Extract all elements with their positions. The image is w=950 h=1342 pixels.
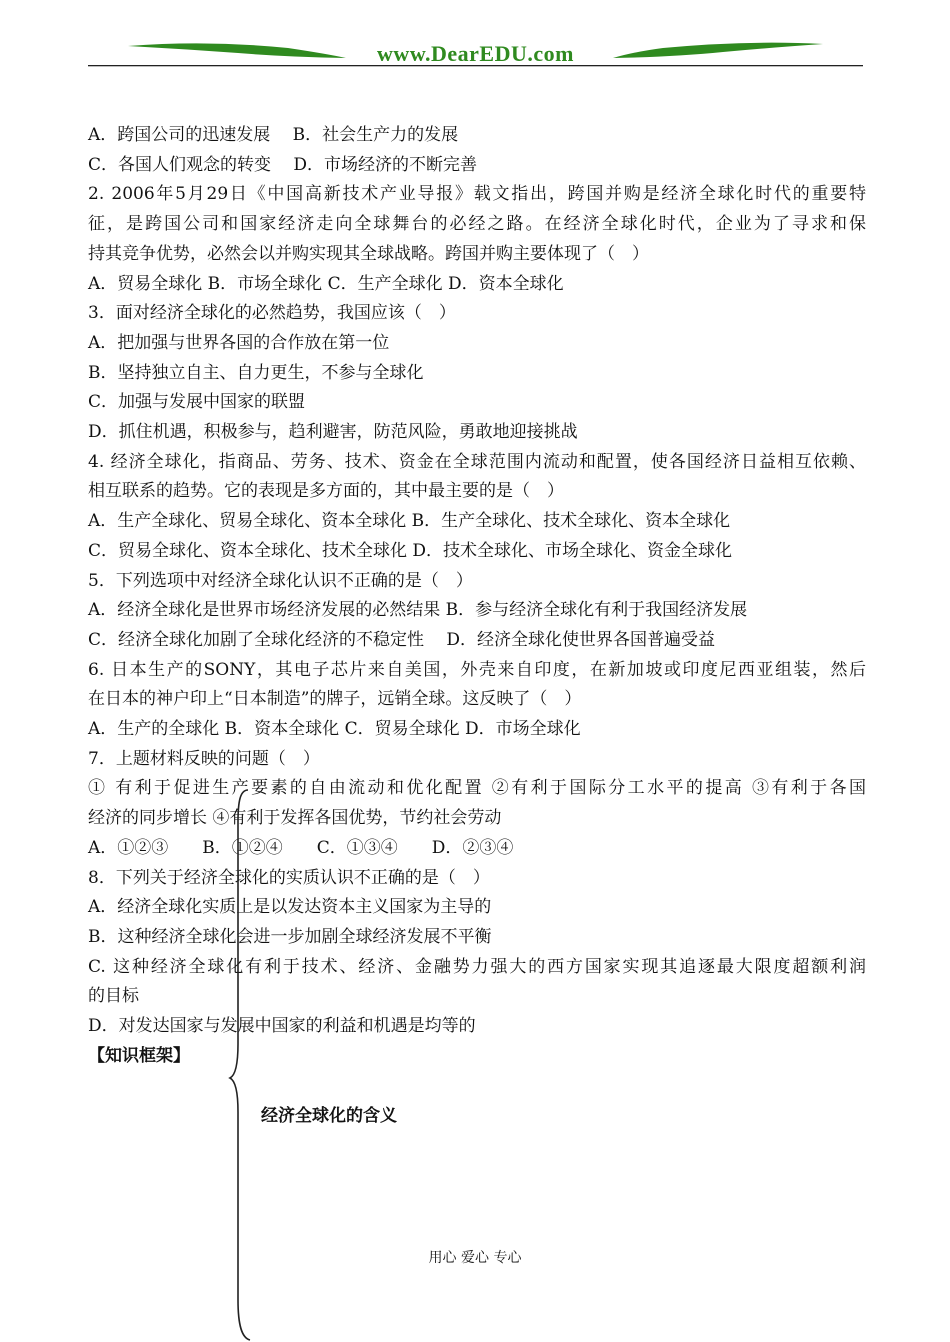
text-line: C．加强与发展中国家的联盟 <box>88 392 306 413</box>
text-line: 征，是跨国公司和国家经济走向全球舞台的必经之路。在经济全球化时代，企业为了寻求和保 <box>88 214 866 235</box>
text-line: 5．下列选项中对经济全球化认识不正确的是（ ） <box>88 570 473 591</box>
text-line: B．坚持独立自主、自力更生，不参与全球化 <box>88 362 424 383</box>
text-line: A．贸易全球化 B．市场全球化 C．生产全球化 D．资本全球化 <box>88 273 564 294</box>
text-line: 相互联系的趋势。它的表现是多方面的，其中最主要的是（ ） <box>88 481 564 502</box>
text-line: 2. 2006年5月29日《中国高新技术产业导报》载文指出，跨国并购是经济全球化时代的重要特 <box>88 184 866 205</box>
text-line: 的目标 <box>88 986 139 1007</box>
text-line: A．生产的全球化 B．资本全球化 C．贸易全球化 D．市场全球化 <box>88 719 581 740</box>
header-banner <box>88 36 863 70</box>
text-line: A．跨国公司的迅速发展 B．社会生产力的发展 <box>88 125 459 145</box>
text-line: A．把加强与世界各国的合作放在第一位 <box>88 332 390 353</box>
document-body <box>88 121 866 1072</box>
text-line: 7．上题材料反映的问题（ ） <box>88 748 320 769</box>
text-line: 3．面对经济全球化的必然趋势，我国应该（ ） <box>88 303 456 324</box>
text-line: C．各国人们观念的转变 D．市场经济的不断完善 <box>88 154 478 175</box>
text-line: A．生产全球化、贸易全球化、资本全球化 B．生产全球化、技术全球化、资本全球化 <box>88 511 731 532</box>
text-line: 持其竞争优势，必然会以并购实现其全球战略。跨国并购主要体现了（ ） <box>88 243 649 264</box>
text-line: 经济的同步增长 ④有利于发挥各国优势，节约社会劳动 <box>88 808 502 829</box>
text-line: D．对发达国家与发展中国家的利益和机遇是均等的 <box>88 1016 476 1037</box>
text-line: 6. 日本生产的SONY，其电子芯片来自美国，外壳来自印度，在新加坡或印度尼西亚组装，然后 <box>88 659 866 680</box>
text-line: D．抓住机遇，积极参与，趋利避害，防范风险，勇敢地迎接挑战 <box>88 422 578 443</box>
text-line: A．经济全球化实质上是以发达资本主义国家为主导的 <box>88 897 492 918</box>
site-logo[interactable]: www.DearEDU.com <box>377 41 574 66</box>
text-line: 在日本的神户印上“日本制造”的牌子，远销全球。这反映了（ ） <box>88 689 582 710</box>
framework-topic: 经济全球化的含义 <box>261 1106 397 1126</box>
text-line: A．①②③ B．①②④ C．①③④ D．②③④ <box>88 837 514 858</box>
text-line: 4. 经济全球化，指商品、劳务、技术、资金在全球范围内流动和配置，使各国经济日益相互依赖、 <box>88 451 866 472</box>
text-line: C. 这种经济全球化有利于技术、经济、金融势力强大的西方国家实现其追逐最大限度超额利润 <box>88 956 866 977</box>
text-line: B．这种经济全球化会进一步加剧全球经济发展不平衡 <box>88 926 492 947</box>
text-line: C．贸易全球化、资本全球化、技术全球化 D．技术全球化、市场全球化、资金全球化 <box>88 540 733 561</box>
text-line: A．经济全球化是世界市场经济发展的必然结果 B．参与经济全球化有利于我国经济发展 <box>88 600 748 621</box>
section-title: 【知识框架】 <box>88 1045 190 1066</box>
text-line: ① 有利于促进生产要素的自由流动和优化配置 ②有利于国际分工水平的提高 ③有利于各国 <box>88 778 866 799</box>
text-line: C．经济全球化加剧了全球化经济的不稳定性 D．经济全球化使世界各国普遍受益 <box>88 629 716 650</box>
page-footer: 用心 爱心 专心 <box>428 1250 522 1266</box>
text-line: 8．下列关于经济全球化的实质认识不正确的是（ ） <box>88 867 490 888</box>
